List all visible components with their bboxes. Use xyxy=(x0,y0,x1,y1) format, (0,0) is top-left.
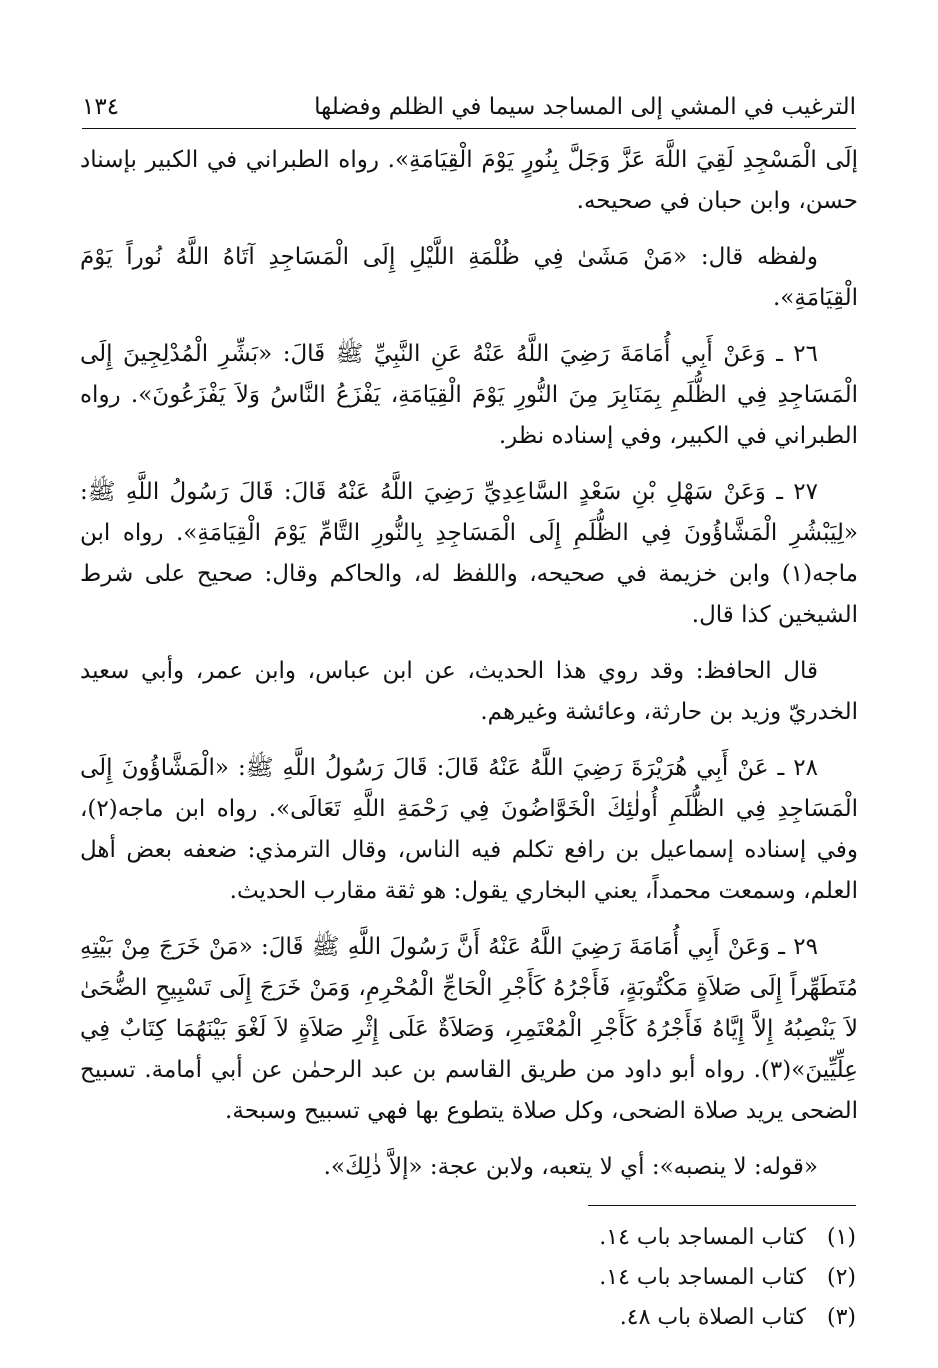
paragraph-explanation: «قوله: لا ينصبه»: أي لا يتعبه، ولابن عجة: «إلاَّ ذٰلِكَ». xyxy=(323,1154,818,1180)
footnote-item xyxy=(356,1258,856,1298)
paragraph-variant-wording: ولفظه قال: «مَنْ مَشَىٰ فِي ظُلْمَةِ اللَّيْلِ إِلَى الْمَسَاجِدِ آتَاهُ اللَّهُ نُوراً يَوْمَ الْقِيَامَةِ». xyxy=(80,244,858,311)
footnote-text: كتاب الصلاة باب ٤٨. xyxy=(619,1305,806,1330)
footnote-text: كتاب المساجد باب ١٤. xyxy=(599,1225,806,1250)
running-header xyxy=(82,88,856,129)
footnote-item xyxy=(356,1298,856,1338)
hadith-29: ٢٩ ـ وَعَنْ أَبِي أُمَامَةَ رَضِيَ اللَّهُ عَنْهُ أَنَّ رَسُولَ اللَّهِ ﷺ قَالَ: «مَنْ خَرَجَ مِنْ بَيْتِهِ مُتَطَهِّراً إِلَى صَلاَةٍ مَكْتُوبَةٍ، فَأَجْرُهُ كَأَجْرِ الْحَاجِّ الْمُحْرِمِ، وَمَنْ خَرَجَ إِلَى تَسْبِيحِ الضُّحَىٰ لاَ يَنْصِبُهُ إِلاَّ إِيَّاهُ فَأَجْرُهُ كَأَجْرِ الْمُعْتَمِرِ، وَصَلاَةٌ عَلَى إِثْرِ صَلاَةٍ لاَ لَغْوَ بَيْنَهُمَا كِتَابٌ فِي عِلِّيِّينَ»(٣). رواه أبو داود من طريق القاسم بن عبد الرحمٰن عن أبي أمامة. تسبيح الضحى يريد صلاة الضحى، وكل صلاة يتطوع بها فهي تسبيح وسبحة. xyxy=(80,934,858,1124)
hadith-28: ٢٨ ـ عَنْ أَبِي هُرَيْرَةَ رَضِيَ اللَّهُ عَنْهُ قَالَ: قَالَ رَسُولُ اللَّهِ ﷺ: «الْمَشَّاؤُونَ إِلَى الْمَسَاجِدِ فِي الظُّلَمِ أُولٰئِكَ الْخَوَّاضُونَ فِي رَحْمَةِ اللَّهِ تَعَالَى». رواه ابن ماجه(٢)، وفي إسناده إسماعيل بن رافع تكلم فيه الناس، وقال الترمذي: ضعفه بعض أهل العلم، وسمعت محمداً، يعني البخاري يقول: هو ثقة مقارب الحديث. xyxy=(80,755,858,904)
header-title: الترغيب في المشي إلى المساجد سيما في الظلم وفضلها xyxy=(314,94,856,120)
page-number: ١٣٤ xyxy=(82,94,120,120)
hadith-27: ٢٧ ـ وَعَنْ سَهْلِ بْنِ سَعْدٍ السَّاعِدِيِّ رَضِيَ اللَّهُ عَنْهُ قَالَ: قَالَ رَسُولُ اللَّهِ ﷺ: «لِيَبْشُرِ الْمَشَّاؤُونَ فِي الظُّلَمِ إِلَى الْمَسَاجِدِ بِالنُّورِ التَّامِّ يَوْمَ الْقِيَامَةِ». رواه ابن ماجه(١) وابن خزيمة في صحيحه، واللفظ له، والحاكم وقال: صحيح على شرط الشيخين كذا قال. xyxy=(80,479,858,628)
footnotes xyxy=(356,1218,856,1338)
footnote-text: كتاب المساجد باب ١٤. xyxy=(599,1265,806,1290)
hadith-26: ٢٦ ـ وَعَنْ أَبِي أُمَامَةَ رَضِيَ اللَّهُ عَنْهُ عَنِ النَّبِيِّ ﷺ قَالَ: «بَشِّرِ الْمُدْلِجِينَ إِلَى الْمَسَاجِدِ فِي الظُّلَمِ بِمَنَابِرَ مِنَ النُّورِ يَوْمَ الْقِيَامَةِ، يَفْزَعُ النَّاسُ وَلاَ يَفْزَعُونَ». رواه الطبراني في الكبير، وفي إسناده نظر. xyxy=(80,341,858,449)
footnote-item xyxy=(356,1218,856,1258)
footnote-number: (١) xyxy=(826,1225,856,1250)
main-text xyxy=(80,140,858,1203)
footnote-divider xyxy=(588,1205,856,1206)
footnote-number: (٢) xyxy=(826,1265,856,1290)
paragraph-hafiz-note: قال الحافظ: وقد روي هذا الحديث، عن ابن عباس، وابن عمر، وأبي سعيد الخدريّ وزيد بن حارثة، وعائشة وغيرهم. xyxy=(80,658,858,725)
footnote-number: (٣) xyxy=(826,1305,856,1330)
paragraph-continuation: إلَى الْمَسْجِدِ لَقِيَ اللَّهَ عَزَّ وَجَلَّ بِنُورٍ يَوْمَ الْقِيَامَةِ». رواه الطبراني في الكبير بإسناد حسن، وابن حبان في صحيحه. xyxy=(80,147,858,214)
